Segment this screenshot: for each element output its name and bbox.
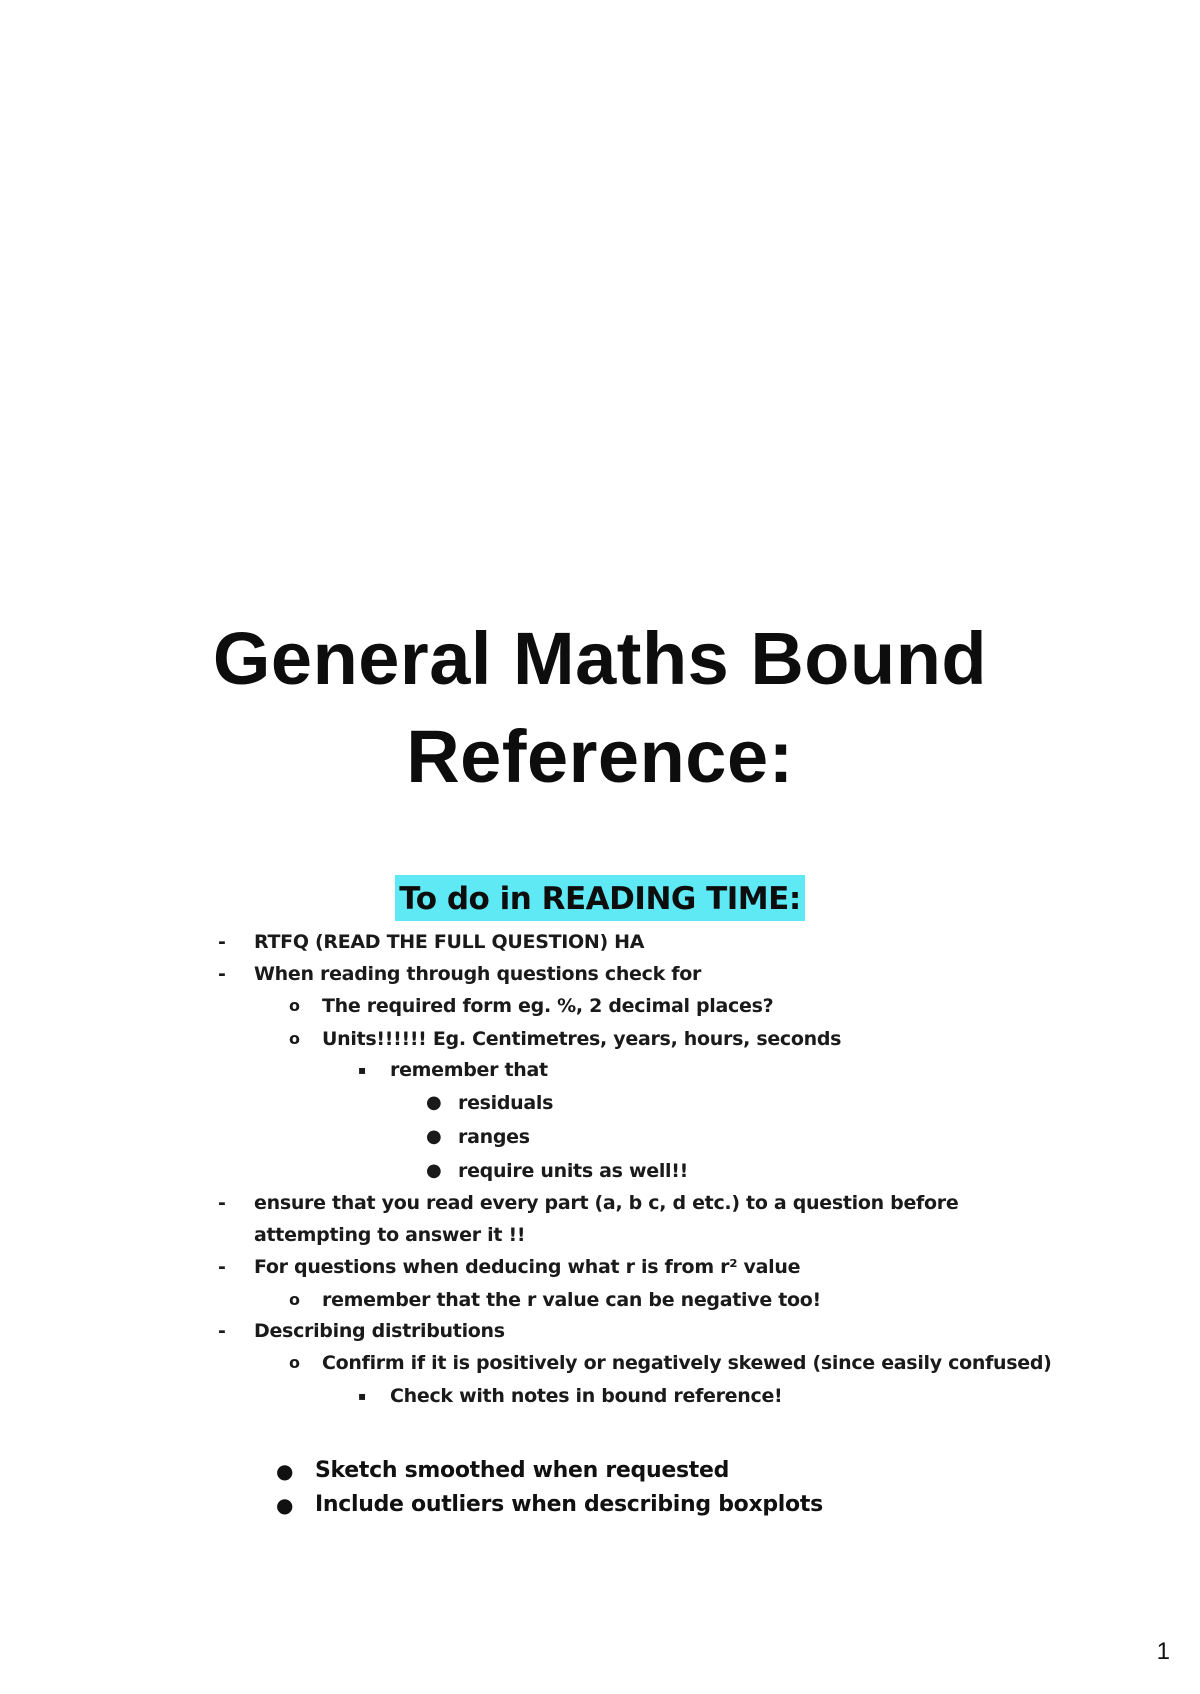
- list-bullet-circle: o: [289, 996, 300, 1015]
- list-item: Describing distributions: [254, 1320, 505, 1342]
- list-item: For questions when deducing what r is from r² value: [254, 1256, 801, 1278]
- list-bullet-square: ▪: [358, 1063, 366, 1077]
- list-bullet-dash: -: [218, 931, 226, 953]
- title-line-1: General Maths Bound: [212, 617, 988, 700]
- list-item: ensure that you read every part (a, b c, d etc.) to a question before: [254, 1192, 959, 1214]
- list-item: remember that: [390, 1059, 548, 1081]
- list-bullet-circle: o: [289, 1290, 300, 1309]
- list-bullet-dot: ●: [426, 1160, 442, 1181]
- list-bullet-dash: -: [218, 1192, 226, 1214]
- list-item: Check with notes in bound reference!: [390, 1385, 783, 1407]
- list-item: Sketch smoothed when requested: [315, 1458, 730, 1483]
- list-bullet-dot: ●: [276, 1493, 294, 1517]
- list-bullet-dot: ●: [276, 1459, 294, 1483]
- list-bullet-dot: ●: [426, 1126, 442, 1147]
- list-bullet-dash: -: [218, 1320, 226, 1342]
- list-item: remember that the r value can be negative too!: [322, 1289, 821, 1311]
- subtitle-wrap: [0, 875, 1200, 921]
- list-item: RTFQ (READ THE FULL QUESTION) HA: [254, 931, 645, 953]
- list-item: require units as well!!: [458, 1160, 688, 1182]
- list-bullet-dash: -: [218, 1256, 226, 1278]
- title-line-2: Reference:: [406, 715, 794, 798]
- list-item: Confirm if it is positively or negatively skewed (since easily confused): [322, 1352, 1052, 1374]
- list-item: The required form eg. %, 2 decimal places?: [322, 995, 774, 1017]
- list-item: When reading through questions check for: [254, 963, 702, 985]
- list-item: residuals: [458, 1092, 554, 1114]
- list-bullet-dot: ●: [426, 1092, 442, 1113]
- list-item: ranges: [458, 1126, 530, 1148]
- page-number: 1: [1156, 1638, 1170, 1665]
- document-title: [0, 610, 1200, 806]
- list-bullet-square: ▪: [358, 1389, 366, 1403]
- list-item-continuation: attempting to answer it !!: [254, 1224, 526, 1246]
- reading-time-heading: To do in READING TIME:: [395, 875, 804, 921]
- list-bullet-circle: o: [289, 1029, 300, 1048]
- list-item: Include outliers when describing boxplots: [315, 1492, 823, 1517]
- list-bullet-circle: o: [289, 1353, 300, 1372]
- list-bullet-dash: -: [218, 963, 226, 985]
- list-item: Units!!!!!! Eg. Centimetres, years, hours, seconds: [322, 1028, 842, 1050]
